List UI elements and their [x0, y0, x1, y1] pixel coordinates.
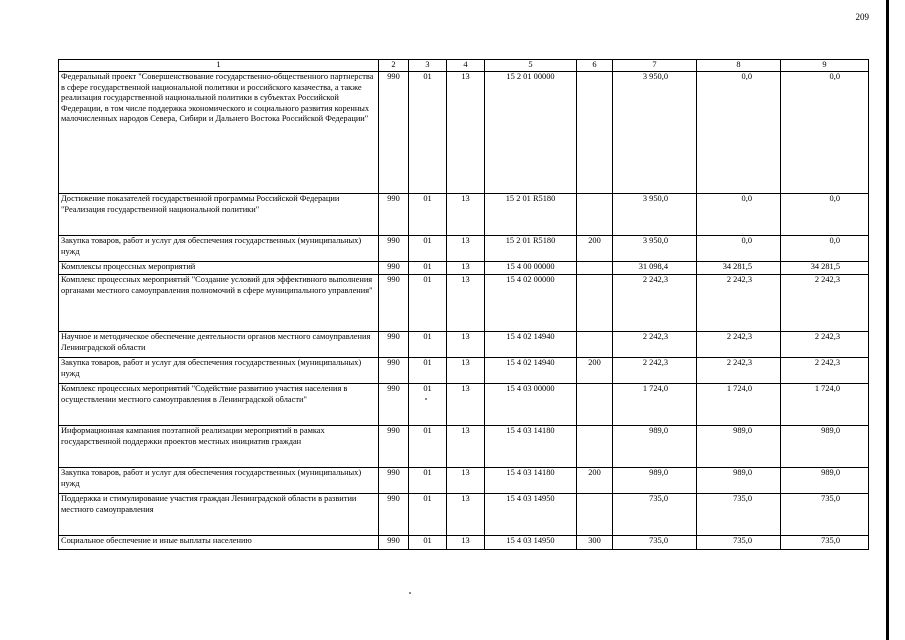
cell-code: 990: [379, 426, 409, 468]
cell-code: 990: [379, 72, 409, 194]
table-row: [59, 494, 869, 536]
row-name: Поддержка и стимулирование участия граждан Ленинградской области в развитии местного самоуправления: [59, 494, 379, 536]
cell-subsection: 13: [447, 275, 485, 332]
table-row: [59, 194, 869, 236]
column-header: 8: [697, 60, 781, 72]
cell-section: 01: [409, 332, 447, 358]
cell-amount-2: 2 242,3: [697, 332, 781, 358]
cell-target-article: 15 4 03 00000: [485, 384, 577, 426]
cell-code: 990: [379, 332, 409, 358]
cell-subsection: 13: [447, 332, 485, 358]
cell-expense-type: [577, 194, 613, 236]
cell-expense-type: [577, 72, 613, 194]
row-name: Закупка товаров, работ и услуг для обеспечения государственных (муниципальных) нужд: [59, 236, 379, 262]
scan-speck: [409, 592, 411, 594]
table-row: [59, 236, 869, 262]
cell-amount-3: 2 242,3: [781, 358, 869, 384]
row-name: Федеральный проект "Совершенствование государственно-общественного партнерства в сфере государственной национальной политики и российского казачества, а также реализация государственной национальной политики в субъектах Российской Федерации, в том числе поддержка экономического и социального развития коренных малочисленных народов Севера, Сибири и Дальнего Востока Российской Федерации": [59, 72, 379, 194]
table-row: [59, 275, 869, 332]
column-number-row: [59, 60, 869, 72]
cell-amount-3: 2 242,3: [781, 275, 869, 332]
row-name: Комплекс процессных мероприятий "Содействие развитию участия населения в осуществлении местного самоуправления в Ленинградской области": [59, 384, 379, 426]
cell-expense-type: 300: [577, 536, 613, 550]
cell-target-article: 15 4 03 14950: [485, 494, 577, 536]
cell-subsection: 13: [447, 384, 485, 426]
cell-target-article: 15 4 03 14180: [485, 426, 577, 468]
row-name: Социальное обеспечение и иные выплаты населению: [59, 536, 379, 550]
column-header: 7: [613, 60, 697, 72]
cell-target-article: 15 4 02 00000: [485, 275, 577, 332]
cell-section: 01: [409, 194, 447, 236]
cell-expense-type: [577, 275, 613, 332]
cell-amount-2: 0,0: [697, 236, 781, 262]
cell-section: 01: [409, 275, 447, 332]
cell-code: 990: [379, 194, 409, 236]
cell-section: 01: [409, 426, 447, 468]
cell-amount-3: 989,0: [781, 426, 869, 468]
table-row: [59, 72, 869, 194]
cell-section: 01: [409, 384, 447, 426]
cell-subsection: 13: [447, 262, 485, 275]
cell-amount-1: 989,0: [613, 426, 697, 468]
cell-amount-1: 3 950,0: [613, 194, 697, 236]
cell-code: 990: [379, 262, 409, 275]
table-row: [59, 332, 869, 358]
row-name: Информационная кампания поэтапной реализации мероприятий в рамках государственной поддержки проектов местных инициатив граждан: [59, 426, 379, 468]
cell-amount-3: 1 724,0: [781, 384, 869, 426]
cell-subsection: 13: [447, 358, 485, 384]
cell-target-article: 15 4 03 14950: [485, 536, 577, 550]
cell-code: 990: [379, 358, 409, 384]
cell-subsection: 13: [447, 494, 485, 536]
cell-amount-3: 0,0: [781, 194, 869, 236]
cell-expense-type: 200: [577, 236, 613, 262]
cell-amount-1: 31 098,4: [613, 262, 697, 275]
column-header: 2: [379, 60, 409, 72]
cell-target-article: 15 2 01 00000: [485, 72, 577, 194]
cell-amount-2: 1 724,0: [697, 384, 781, 426]
column-header: 6: [577, 60, 613, 72]
cell-amount-1: 2 242,3: [613, 358, 697, 384]
cell-amount-2: 989,0: [697, 468, 781, 494]
cell-target-article: 15 2 01 R5180: [485, 236, 577, 262]
cell-amount-1: 989,0: [613, 468, 697, 494]
cell-expense-type: [577, 262, 613, 275]
row-name: Закупка товаров, работ и услуг для обеспечения государственных (муниципальных) нужд: [59, 358, 379, 384]
cell-target-article: 15 4 03 14180: [485, 468, 577, 494]
cell-amount-1: 1 724,0: [613, 384, 697, 426]
cell-code: 990: [379, 384, 409, 426]
cell-amount-3: 735,0: [781, 494, 869, 536]
cell-code: 990: [379, 236, 409, 262]
scan-edge-line: [886, 0, 889, 640]
cell-section: 01: [409, 72, 447, 194]
column-header: 1: [59, 60, 379, 72]
cell-amount-3: 0,0: [781, 72, 869, 194]
cell-section: 01: [409, 536, 447, 550]
cell-expense-type: [577, 332, 613, 358]
cell-amount-3: 989,0: [781, 468, 869, 494]
cell-amount-2: 735,0: [697, 494, 781, 536]
cell-target-article: 15 4 02 14940: [485, 332, 577, 358]
cell-amount-1: 3 950,0: [613, 72, 697, 194]
cell-amount-2: 0,0: [697, 72, 781, 194]
cell-amount-2: 2 242,3: [697, 358, 781, 384]
page-number: 209: [855, 12, 869, 22]
column-header: 5: [485, 60, 577, 72]
cell-expense-type: [577, 384, 613, 426]
cell-subsection: 13: [447, 426, 485, 468]
cell-expense-type: 200: [577, 358, 613, 384]
cell-expense-type: [577, 494, 613, 536]
cell-target-article: 15 4 00 00000: [485, 262, 577, 275]
table-row: [59, 426, 869, 468]
cell-expense-type: 200: [577, 468, 613, 494]
row-name: Комплекс процессных мероприятий "Создание условий для эффективного выполнения органами местного самоуправления полномочий в сфере муниципального управления": [59, 275, 379, 332]
cell-expense-type: [577, 426, 613, 468]
cell-amount-2: 0,0: [697, 194, 781, 236]
cell-code: 990: [379, 536, 409, 550]
row-name: Закупка товаров, работ и услуг для обеспечения государственных (муниципальных) нужд: [59, 468, 379, 494]
cell-code: 990: [379, 468, 409, 494]
cell-amount-1: 3 950,0: [613, 236, 697, 262]
cell-section: 01: [409, 236, 447, 262]
cell-target-article: 15 2 01 R5180: [485, 194, 577, 236]
table-row: [59, 262, 869, 275]
cell-subsection: 13: [447, 236, 485, 262]
cell-target-article: 15 4 02 14940: [485, 358, 577, 384]
cell-amount-3: 735,0: [781, 536, 869, 550]
budget-table: [58, 59, 869, 550]
cell-amount-2: 2 242,3: [697, 275, 781, 332]
cell-subsection: 13: [447, 194, 485, 236]
row-name: Комплексы процессных мероприятий: [59, 262, 379, 275]
cell-amount-3: 2 242,3: [781, 332, 869, 358]
cell-section: 01: [409, 494, 447, 536]
table-row: [59, 358, 869, 384]
row-name: Научное и методическое обеспечение деятельности органов местного самоуправления Ленинградской области: [59, 332, 379, 358]
cell-amount-3: 34 281,5: [781, 262, 869, 275]
cell-amount-1: 2 242,3: [613, 332, 697, 358]
column-header: 4: [447, 60, 485, 72]
column-header: 9: [781, 60, 869, 72]
cell-amount-3: 0,0: [781, 236, 869, 262]
table-row: [59, 536, 869, 550]
cell-amount-1: 735,0: [613, 536, 697, 550]
cell-amount-2: 735,0: [697, 536, 781, 550]
cell-section: 01: [409, 468, 447, 494]
cell-subsection: 13: [447, 536, 485, 550]
cell-amount-1: 2 242,3: [613, 275, 697, 332]
table-row: [59, 384, 869, 426]
cell-amount-2: 34 281,5: [697, 262, 781, 275]
cell-amount-2: 989,0: [697, 426, 781, 468]
cell-section: 01: [409, 358, 447, 384]
column-header: 3: [409, 60, 447, 72]
cell-subsection: 13: [447, 72, 485, 194]
cell-section: 01: [409, 262, 447, 275]
cell-code: 990: [379, 494, 409, 536]
table-row: [59, 468, 869, 494]
row-name: Достижение показателей государственной программы Российской Федерации "Реализация государственной национальной политики": [59, 194, 379, 236]
cell-subsection: 13: [447, 468, 485, 494]
cell-amount-1: 735,0: [613, 494, 697, 536]
cell-code: 990: [379, 275, 409, 332]
